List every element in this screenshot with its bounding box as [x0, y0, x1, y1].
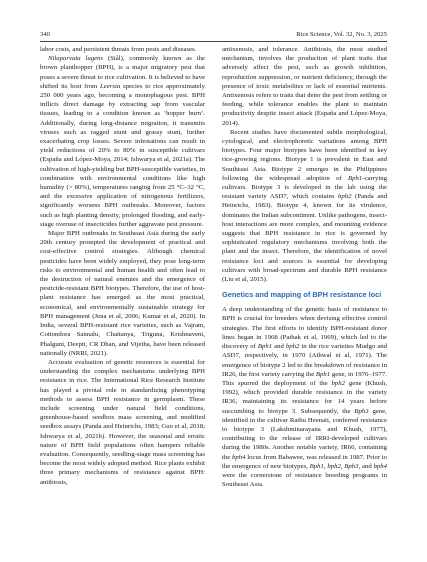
- gene-name: bph4: [232, 453, 246, 461]
- header-rule: [40, 41, 387, 42]
- species-name: Nilaparvata lugens: [48, 55, 104, 63]
- paragraph: Accurate evaluation of genetic resources is essential for understanding the complex mechanisms underlying BPH resistance in rice. The International Rice Research Institute has played a pivotal role in standardizing phenotyping methods to assess BPH resistance in germplasm. These include screening under natural field conditions, greenhouse-based seedbox mass screening, and modified seedbox assays (Panda and Heinrichs, 1983; Guo et al, 2018; Ishwarya et al, 2021b). However, the seasonal and erratic nature of BPH field populations often hampers reliable evaluation. Consequently, seedling-stage mass screening has become the most widely adopted method. Rice plants exhibit three primary mechanisms of resistance against BPH: antibiosis,: [40, 358, 205, 486]
- gene-name: bph2: [331, 379, 345, 387]
- journal-citation: Rice Science, Vol. 32, No. 3, 2025: [296, 31, 387, 38]
- running-header: [40, 30, 387, 40]
- gene-name: bph2: [327, 462, 341, 470]
- paragraph: labor costs, and persistent threats from pests and diseases.: [40, 46, 197, 53]
- gene-name: Bph1: [348, 174, 363, 182]
- section-heading: Genetics and mapping of BPH resistance loci: [222, 290, 382, 300]
- left-column: [40, 45, 205, 545]
- gene-name: bph4: [373, 462, 387, 470]
- paragraph: A deep understanding of the genetic basis of resistance to BPH is crucial for breeders when devising effective control strategies. The first efforts to identify BPH-resistant donor lines began in 1968 (Pathak et al, 1969), which led to the discovery of Bph1 and bph2 in the rice varieties Mudgo and ASD7, respectively, in 1970 (Athwal et al, 1971). The emergence of biotype 2 led to the breakdown of resistance in IR26, the first variety carrying the Bph1 gene, in 1976–1977. This spurred the deployment of the bph2 gene (Khush, 1992), which provided durable resistance in the variety IR36, maintaining its resistance for 14 years before succumbing to biotype 3. Subsequently, the Bph3 gene, identified in the cultivar Rathu Heenati, conferred resistance to biotype 3 (Lakshminarayana and Khush, 1977), contributing to the release of IRRI-developed cultivars during the 1980s. Another notable variety, IR66, containing the bph4 locus from Babawee, was released in 1987. Prior to the emergence of new biotypes, Bph1, bph2, Bph3, and bph4 were the cornerstone of resistance breeding programs in Southeast Asia.: [222, 306, 387, 489]
- paragraph: Recent studies have documented subtle morphological, cytological, and electrophoretic variations among BPH biotypes. Four major biotypes have been identified in key rice-growing regions. Biotype 1 is prevalent in East and Southeast Asia. Biotype 2 emerges in the Philippines following the widespread adoption of Bph1-carrying cultivars. Biotype 3 is developed in the lab using the resistant variety ASD7, which contains bph2 (Panda and Heinrichs, 1983). Biotype 4, known for its virulence, dominates the Indian subcontinent. Unlike pathogens, insect-host interactions are more complex, and mounting evidence suggests that BPH resistance in rice is governed by sophisticated regulatory mechanisms involving both the plant and the insect. Therefore, the identification of novel resistance loci and sources is essential for developing cultivars with broad-spectrum and durable BPH resistance (Liu et al, 2015).: [222, 128, 387, 284]
- right-column: [222, 45, 387, 545]
- gene-name: bph2: [337, 193, 352, 201]
- gene-name: Bph1: [257, 343, 273, 351]
- paragraph: Nilaparvata lugens (Stål), commonly known as the brown planthopper (BPH), is a major migratory pest that poses a severe threat to rice cultivation. It is believed to have shifted its host from Leersia species to rice approximately 250 000 years ago, becoming a monophagous pest. BPH inflicts direct damage by extracting sap from vascular tissues, leading to a condition known as ‘hopper burn’. Additionally, during long-distance migration, it transmits viruses such as ragged stunt and grassy stunt, further exacerbating crop losses. Severe infestations can result in yield reductions of 20% to 80% in susceptible cultivars (España and López-Moya, 2014; Ishwarya et al, 2021a). The cultivation of high-yielding but BPH-susceptible varieties, in combination with environmental conditions like high humidity (> 80%), temperatures ranging from 25 °C–32 °C, and the excessive application of nitrogenous fertilizers, significantly worsens BPH outbreaks. Moreover, factors such as high planting density, prolonged flooding, and early-stage overuse of insecticides further aggravate pest pressure.: [40, 55, 205, 228]
- genus-name: Leersia: [100, 82, 121, 90]
- page-number: 340: [40, 31, 50, 38]
- paragraph: Major BPH outbreaks in Southeast Asia during the early 20th century prompted the development of practical and cost-effective control strategies. Although chemical pesticides have been widely employed, they pose long-term risks to environmental and human health and often lead to the destruction of natural enemies and the emergence of pesticide-resistant BPH biotypes. Therefore, the use of host-plant resistance has emerged as the most practical, economical, and environmentally sustainable strategy for BPH management (Jena et al, 2006; Kumar et al, 2020). In India, several BPH-resistant rice varieties, such as Vajram, Cottondora Sannalu, Chaitanya, Triguna, Krishnaveni, Phalguni, Deepti, CR Dhan, and Vijetha, have been released nationally (NRRI, 2021).: [40, 230, 205, 357]
- gene-name: Bph3: [354, 407, 369, 415]
- gene-name: Bph1: [309, 462, 324, 470]
- paragraph: antixenosis, and tolerance. Antibiosis, the most studied mechanism, involves the production of plant traits that adversely affect the pest, such as growth inhibition, reproduction suppression, or nutrient deficiency, through the presence of toxic metabolites or lack of essential nutrients. Antixenosis refers to traits that deter the pest from settling or feeding, while tolerance enables the plant to maintain productivity despite insect attack (España and López-Moya, 2014).: [222, 46, 387, 127]
- gene-name: bph2: [285, 343, 300, 351]
- gene-name: Bph3: [344, 462, 359, 470]
- gene-name: Bph1: [315, 370, 331, 378]
